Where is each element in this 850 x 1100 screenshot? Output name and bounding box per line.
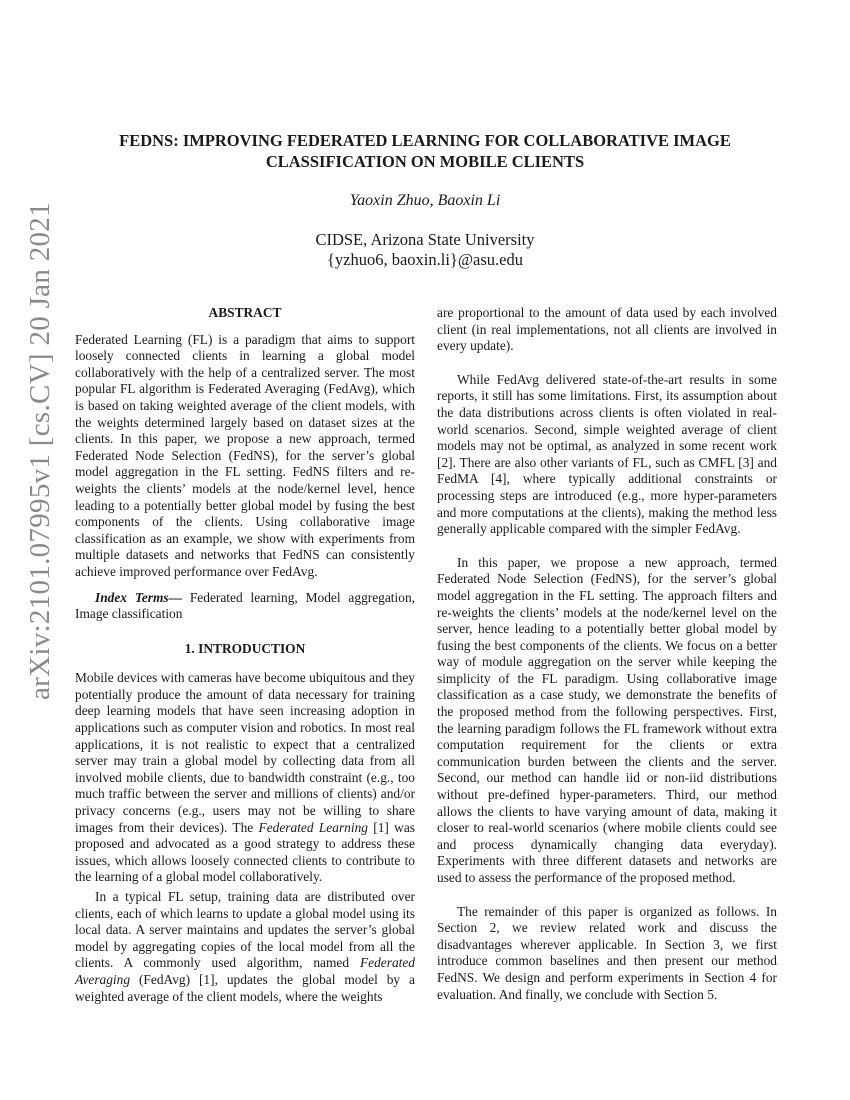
intro-p1-text-b: [1] was proposed and advocated as a good strategy to address these issues, which allows loosely connected clients to contribute to the learning of a global model collaboratively. <box>75 819 416 885</box>
title-line-2: CLASSIFICATION ON MOBILE CLIENTS <box>265 152 585 171</box>
right-column <box>437 305 777 1003</box>
abstract-heading: ABSTRACT <box>208 305 282 320</box>
paper-title <box>75 130 775 172</box>
intro-p2-text-b: (FedAvg) [1], updates the global model by a weighted average of the client models, where the weights <box>75 971 415 1004</box>
intro-p1-text-a: Mobile devices with cameras have become ubiquitous and they potentially produce the amount of data necessary for training deep learning models that have seen increasing adoption in applications such as computer vision and robotics. In most real applications, it is not realistic to expect that a centralized server may train a global model by collecting data from all involved mobile clients, due to bandwidth constraint (e.g., too much traffic between the server and millions of clients) and/or privacy concerns (e.g., users may not be willing to share images from their devices). The <box>75 670 415 835</box>
affiliation-block <box>75 230 775 270</box>
right-paragraph-4: The remainder of this paper is organized as follows. In Section 2, we review related work and discuss the disadvantages wherever applicable. In Section 3, we first introduce common baselines and then present our method FedNS. We design and perform experiments in Section 4 for evaluation. And finally, we conclude with Section 5. <box>437 903 777 1002</box>
right-paragraph-1: are proportional to the amount of data used by each involved client (in real implementations, not all clients are involved in every update). <box>437 305 777 354</box>
intro-p2-text-a: In a typical FL setup, training data are distributed over clients, each of which learns to update a global model using its local data. A server maintains and updates the server’s global model by aggregating copies of the local model from all the clients. A commonly used algorithm, named <box>75 889 415 971</box>
arxiv-identifier-stamp: arXiv:2101.07995v1 [cs.CV] 20 Jan 2021 <box>24 202 56 700</box>
intro-p2-emphasis: Federated Averaging <box>75 955 415 987</box>
index-terms-text: Federated learning, Model aggregation, Image classification <box>75 589 415 622</box>
intro-paragraph-1 <box>75 670 415 886</box>
introduction-heading: 1. INTRODUCTION <box>184 640 306 656</box>
index-terms <box>75 590 415 623</box>
affiliation: CIDSE, Arizona State University <box>315 230 535 249</box>
right-paragraph-2: While FedAvg delivered state-of-the-art results in some reports, it still has some limitations. First, its assumption about the data distributions across clients is often violated in real-world scenarios. Second, simple weighted average of client models may not be optimal, as analyzed in some recent work [2]. There are also other variants of FL, such as CMFL [3] and FedMA [4], where typically additional constraints or processing steps are introduced (e.g., more hyper-parameters and more computations at the clients), making the method less generally applicable compared with the simpler FedAvg. <box>437 371 777 537</box>
intro-paragraph-2 <box>75 889 415 1005</box>
author-emails: {yzhuo6, baoxin.li}@asu.edu <box>326 250 523 269</box>
author-list: Yaoxin Zhuo, Baoxin Li <box>349 192 501 209</box>
abstract-text: Federated Learning (FL) is a paradigm that aims to support loosely connected clients in learning a global model collaboratively with the help of a centralized server. The most popular FL algorithm is Federated Averaging (FedAvg), which is based on taking weighted average of the client models, with the weights determined largely based on dataset sizes at the clients. In this paper, we propose a new approach, termed Federated Node Selection (FedNS), for the server’s global model aggregation in the FL setting. FedNS filters and re-weights the clients’ models at the node/kernel level, hence leading to a potentially better global model by fusing the best components of the clients. Using collaborative image classification as an example, we show with experiments from multiple datasets and networks that FedNS can consistently achieve improved performance over FedAvg. <box>75 331 415 579</box>
intro-p1-emphasis: Federated Learning <box>258 819 368 835</box>
left-column <box>75 305 415 1005</box>
index-terms-label: Index Terms— <box>95 589 182 605</box>
right-paragraph-3: In this paper, we propose a new approach, termed Federated Node Selection (FedNS), for the server’s global model aggregation in the FL setting. The approach filters and re-weights the clients’ models at the node/kernel level on the server, hence leading to a potentially better global model by fusing the best components of the clients. We focus on a better way of module aggregation on the server while keeping the simplicity of the FL paradigm. Using collaborative image classification as a case study, we demonstrate the benefits of the proposed method from the following perspectives. First, the learning paradigm follows the FL framework without extra computation requirement for the clients or extra communication burden between the clients and the server. Second, our method can handle iid or non-iid distributions without pre-defined hyper-parameters. Third, our method allows the clients to have varying amount of data, making it closer to real-world scenarios (where mobile clients could see and process dynamically changing data everyday). Experiments with three different datasets and networks are used to assess the performance of the proposed method. <box>437 554 777 885</box>
title-line-1: FEDNS: IMPROVING FEDERATED LEARNING FOR COLLABORATIVE IMAGE <box>119 131 731 150</box>
